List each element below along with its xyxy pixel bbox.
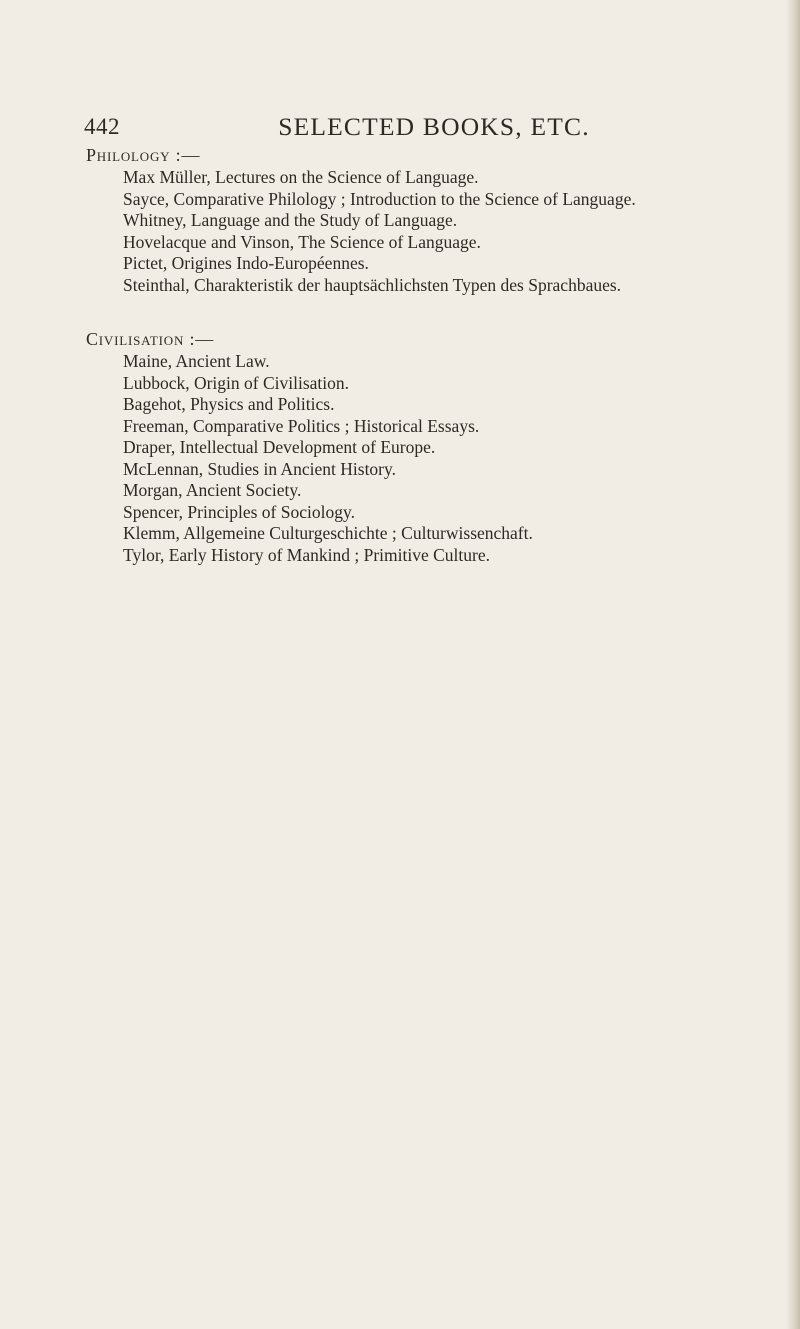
book-entry: Lubbock, Origin of Civilisation. (123, 372, 350, 393)
book-entry: Spencer, Principles of Sociology. (123, 501, 355, 522)
book-entry: Pictet, Origines Indo-Européennes. (123, 253, 369, 273)
book-entry: Hovelacque and Vinson, The Science of Language. (123, 231, 481, 252)
book-entry: Draper, Intellectual Development of Europe. (123, 437, 436, 457)
section-heading: Philology :— (86, 145, 201, 165)
book-entry: Freeman, Comparative Politics ; Historical Essays. (123, 415, 480, 436)
book-entry: Klemm, Allgemeine Culturgeschichte ; Culturwissenchaft. (123, 523, 533, 543)
book-entry: Tylor, Early History of Mankind ; Primitive Culture. (123, 544, 490, 565)
book-entry: Morgan, Ancient Society. (123, 480, 302, 500)
bibliography-content (86, 144, 724, 598)
book-entry: Whitney, Language and the Study of Language. (123, 210, 458, 230)
book-entry: Bagehot, Physics and Politics. (123, 394, 335, 414)
page-edge-shadow (786, 0, 800, 1329)
book-entry: McLennan, Studies in Ancient History. (123, 458, 396, 479)
book-entry: Maine, Ancient Law. (123, 351, 270, 371)
book-entry: Steinthal, Charakteristik der hauptsächlichsten Typen des Sprachbaues. (123, 274, 622, 295)
book-entry: Sayce, Comparative Philology ; Introduction to the Science of Language. (123, 188, 636, 209)
section-heading: Civilisation :— (86, 329, 215, 349)
section-civilisation (86, 328, 724, 566)
page-number: 442 (84, 114, 120, 139)
section-philology (86, 144, 724, 296)
running-title: SELECTED BOOKS, ETC. (278, 112, 590, 141)
book-entry: Max Müller, Lectures on the Science of Language. (123, 167, 479, 187)
